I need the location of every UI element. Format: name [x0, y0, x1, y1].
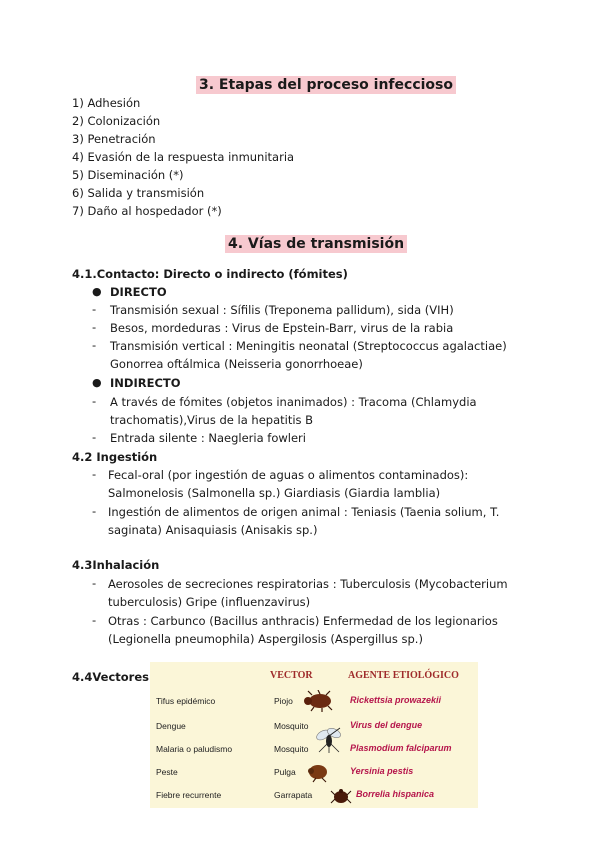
dash-marker: - — [92, 338, 97, 352]
directo-item: Besos, mordeduras : Virus de Epstein-Barr, virus de la rabia — [110, 321, 454, 335]
indirecto-item: A través de fómites (objetos inanimados) : Tracoma (Chlamydia — [110, 395, 477, 409]
ingestion-item-continued: Salmonelosis (Salmonella sp.) Giardiasis (Giardia lamblia) — [108, 486, 441, 500]
vectors-table — [150, 662, 478, 808]
dash-marker: - — [92, 320, 97, 334]
vector-cell: Pulga — [274, 767, 296, 777]
tick-icon — [330, 787, 352, 807]
indirecto-label: INDIRECTO — [110, 376, 181, 390]
louse-icon — [302, 690, 334, 712]
directo-item-continued: Gonorrea oftálmica (Neisseria gonorrhoeae) — [110, 357, 363, 371]
dash-marker: - — [92, 576, 97, 590]
table-row — [150, 763, 478, 785]
disease-cell: Tifus epidémico — [156, 696, 216, 706]
disease-cell: Dengue — [156, 721, 186, 731]
table-row — [150, 786, 478, 808]
agent-cell: Virus del dengue — [350, 720, 423, 730]
flea-icon — [306, 763, 330, 783]
disease-cell: Peste — [156, 767, 178, 777]
ingestion-item: Ingestión de alimentos de origen animal : Teniasis (Taenia solium, T. — [108, 505, 500, 519]
dash-marker: - — [92, 504, 97, 518]
inhalacion-item: Otras : Carbunco (Bacillus anthracis) Enfermedad de los legionarios — [108, 614, 498, 628]
vector-cell: Garrapata — [274, 790, 313, 800]
dash-marker: - — [92, 430, 97, 444]
disease-cell: Malaria o paludismo — [156, 744, 233, 754]
indirecto-item: Entrada silente : Naegleria fowleri — [110, 431, 306, 445]
section-4-title: 4. Vías de transmisión — [225, 235, 407, 253]
inhalacion-item-continued: tuberculosis) Gripe (influenzavirus) — [108, 595, 311, 609]
stage-item: 3) Penetración — [72, 132, 156, 146]
subsection-vectores-title: 4.4Vectores — [72, 670, 149, 684]
table-row — [150, 692, 478, 714]
subsection-ingestion-title: 4.2 Ingestión — [72, 450, 158, 464]
indirecto-item-continued: trachomatis),Virus de la hepatitis B — [110, 413, 314, 427]
dash-marker: - — [92, 394, 97, 408]
stage-item: 6) Salida y transmisión — [72, 186, 205, 200]
stage-item: 1) Adhesión — [72, 96, 141, 110]
agent-cell: Yersinia pestis — [350, 766, 414, 776]
dash-marker: - — [92, 467, 97, 481]
column-header-agente: AGENTE ETIOLÓGICO — [348, 670, 459, 681]
bullet-dot: ● — [92, 376, 102, 389]
vector-cell: Mosquito — [274, 744, 309, 754]
bullet-dot: ● — [92, 285, 102, 298]
stage-item: 5) Diseminación (*) — [72, 168, 184, 182]
subsection-inhalacion-title: 4.3Inhalación — [72, 558, 160, 572]
column-header-vector: VECTOR — [270, 670, 313, 681]
dash-marker: - — [92, 613, 97, 627]
stage-item: 4) Evasión de la respuesta inmunitaria — [72, 150, 295, 164]
section-3-title: 3. Etapas del proceso infeccioso — [196, 76, 456, 94]
vector-cell: Piojo — [274, 696, 293, 706]
inhalacion-item: Aerosoles de secreciones respiratorias : Tuberculosis (Mycobacterium — [108, 577, 508, 591]
ingestion-item: Fecal-oral (por ingestión de aguas o alimentos contaminados): — [108, 468, 469, 482]
dash-marker: - — [92, 302, 97, 316]
directo-item: Transmisión vertical : Meningitis neonatal (Streptococcus agalactiae) — [110, 339, 507, 353]
directo-item: Transmisión sexual : Sífilis (Treponema pallidum), sida (VIH) — [110, 303, 454, 317]
inhalacion-item-continued: (Legionella pneumophila) Aspergilosis (Aspergillus sp.) — [108, 632, 423, 646]
agent-cell: Rickettsia prowazekii — [350, 695, 442, 705]
directo-label: DIRECTO — [110, 285, 167, 299]
agent-cell: Borrelia hispanica — [356, 789, 435, 799]
stage-item: 7) Daño al hospedador (*) — [72, 204, 222, 218]
stage-item: 2) Colonización — [72, 114, 161, 128]
ingestion-item-continued: saginata) Anisaquiasis (Anisakis sp.) — [108, 523, 318, 537]
table-row — [150, 740, 478, 762]
vector-cell: Mosquito — [274, 721, 309, 731]
agent-cell: Plasmodium falciparum — [350, 743, 452, 753]
disease-cell: Fiebre recurrente — [156, 790, 222, 800]
subsection-contacto-title: 4.1.Contacto: Directo o indirecto (fómites) — [72, 267, 348, 281]
